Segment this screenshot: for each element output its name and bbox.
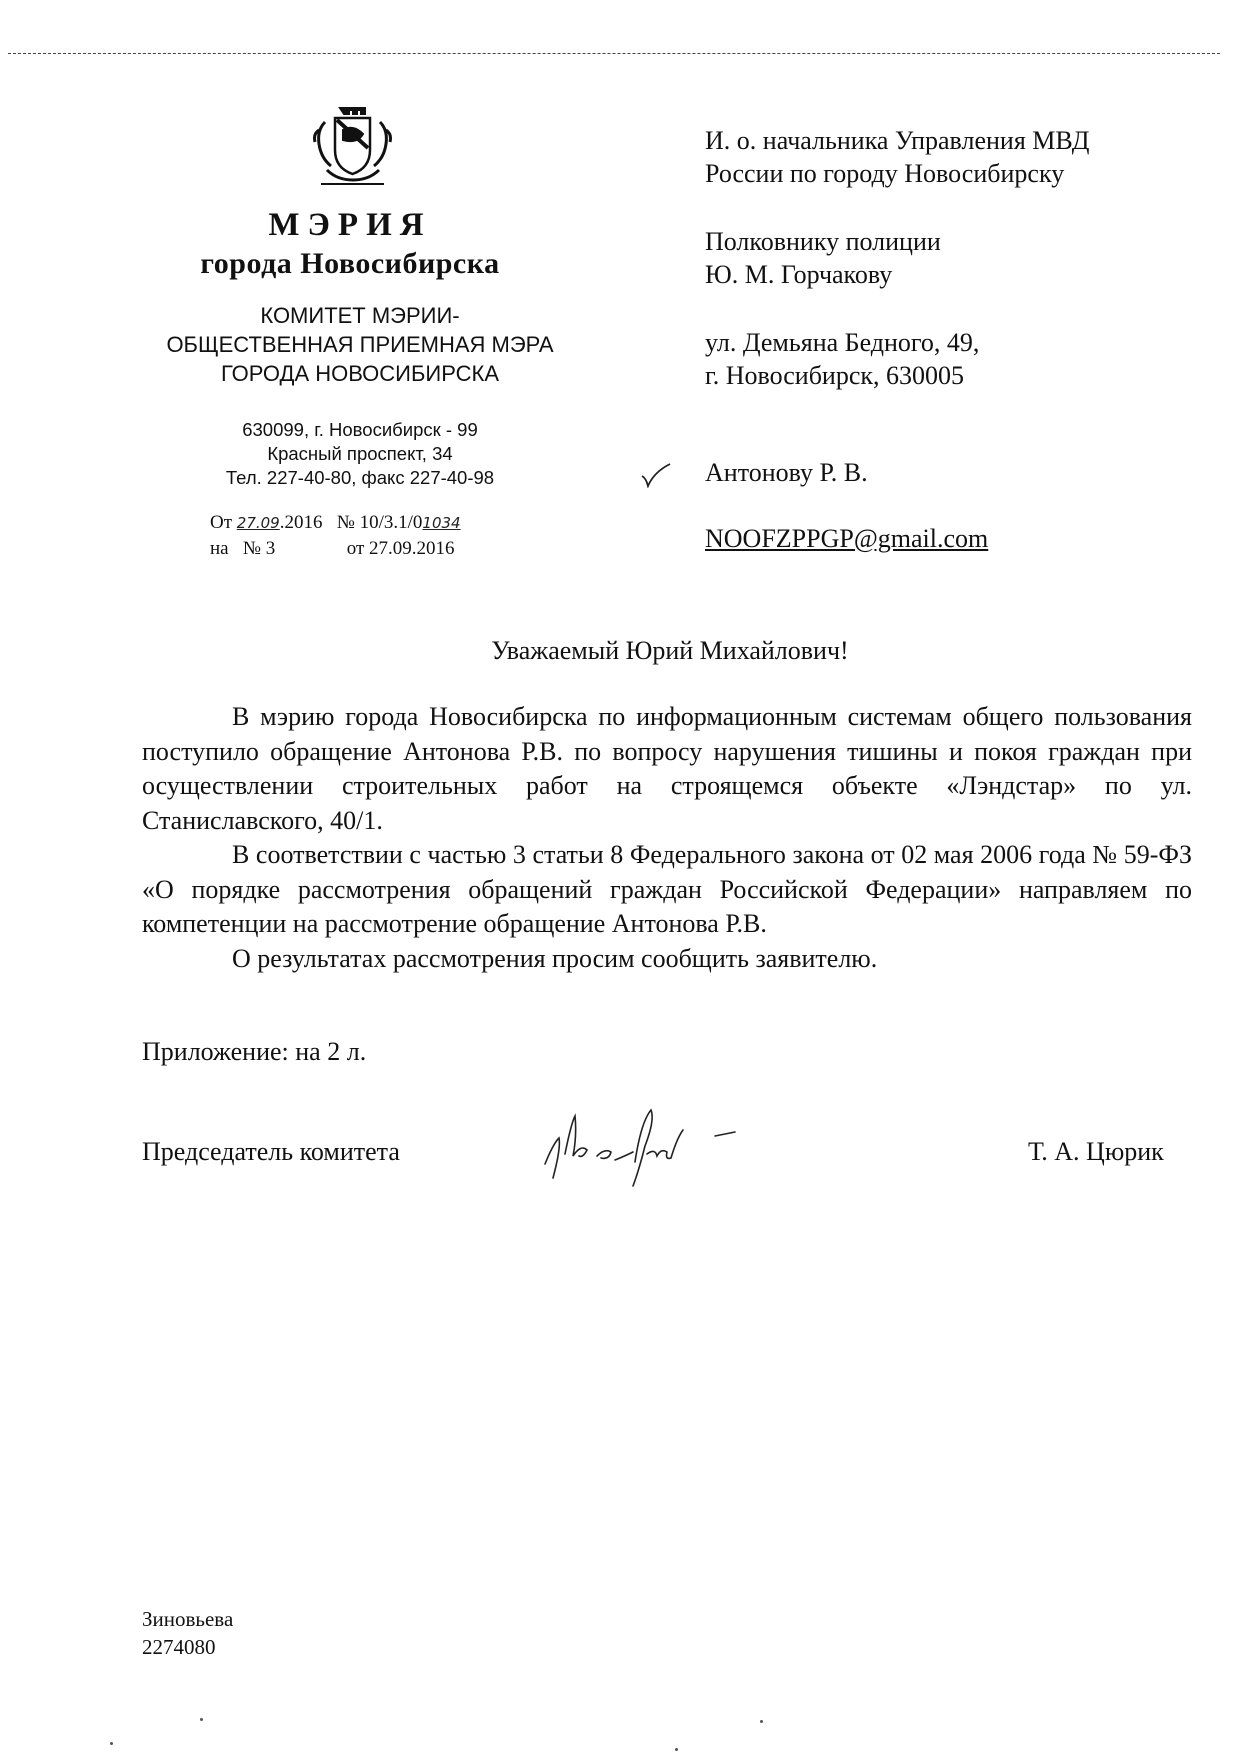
org-city: города Новосибирска	[200, 247, 500, 280]
contact-street: Красный проспект, 34	[267, 443, 453, 464]
executor-phone: 2274080	[142, 1635, 216, 1659]
ref-label: на	[210, 538, 229, 559]
from-year: .2016	[279, 512, 323, 533]
checkmark-icon	[640, 462, 672, 488]
body-paragraph: В соответствии с частью 3 статьи 8 Федерального закона от 02 мая 2006 года № 59-ФЗ «О порядке рассмотрения обращений граждан Российской Федерации» направляем по компетенции на рассмотрение обращение Антонова Р.В.	[142, 840, 1192, 938]
executor-name: Зиновьева	[142, 1607, 234, 1631]
scan-speck	[110, 1742, 113, 1745]
ref-number: № 3	[242, 538, 276, 559]
body-paragraph: О результатах рассмотрения просим сообщить заявителю.	[232, 943, 878, 973]
signatory-position: Председатель комитета	[142, 1137, 400, 1166]
contact-phone: Тел. 227-40-80, факс 227-40-98	[225, 467, 495, 488]
recipient-email[interactable]: NOOFZPPGP@gmail.com	[705, 524, 989, 553]
recipient-name: Ю. М. Горчакову	[705, 260, 893, 289]
handwritten-signature	[535, 1102, 750, 1197]
recipient-department: России по городу Новосибирску	[705, 159, 1065, 188]
committee-line: ОБЩЕСТВЕННАЯ ПРИЕМНАЯ МЭРА	[166, 332, 554, 357]
recipient-street: ул. Демьяна Бедного, 49,	[705, 328, 980, 357]
registration-ref	[210, 538, 455, 560]
contact-address: 630099, г. Новосибирск - 99	[242, 419, 478, 440]
recipient-city: г. Новосибирск, 630005	[705, 361, 965, 390]
number-handwritten: 1034	[422, 514, 461, 532]
org-title: МЭРИЯ	[268, 207, 432, 243]
outgoing-number: № 10/3.1/0	[336, 512, 423, 533]
body-paragraph: В мэрию города Новосибирска по информационным системам общего пользования поступило обращение Антонова Р.В. по вопросу нарушения тишины и покоя граждан при осуществлении строительных работ на строящемся объекте «Лэндстар» по ул. Станиславского, 40/1.	[142, 702, 1192, 835]
city-coat-of-arms-icon	[305, 100, 400, 190]
scan-speck	[675, 1748, 678, 1751]
committee-line: ГОРОДА НОВОСИБИРСКА	[220, 361, 500, 386]
recipient-title: И. о. начальника Управления МВД	[705, 126, 1090, 155]
top-scan-rule	[8, 53, 1220, 54]
registration-from	[210, 512, 461, 534]
ref-date: от 27.09.2016	[346, 538, 455, 559]
signatory-name: Т. А. Цюрик	[1028, 1137, 1164, 1166]
attachment-note: Приложение: на 2 л.	[142, 1037, 367, 1066]
letter-body	[142, 700, 1192, 976]
recipient-rank: Полковнику полиции	[705, 227, 941, 256]
cc-recipient: Антонову Р. В.	[705, 458, 868, 487]
scan-speck	[200, 1718, 203, 1721]
salutation: Уважаемый Юрий Михайлович!	[491, 636, 849, 665]
from-date-handwritten: 27.09	[236, 514, 280, 532]
scan-speck	[760, 1720, 763, 1723]
committee-line: КОМИТЕТ МЭРИИ-	[260, 303, 460, 328]
from-label: От	[210, 512, 233, 533]
